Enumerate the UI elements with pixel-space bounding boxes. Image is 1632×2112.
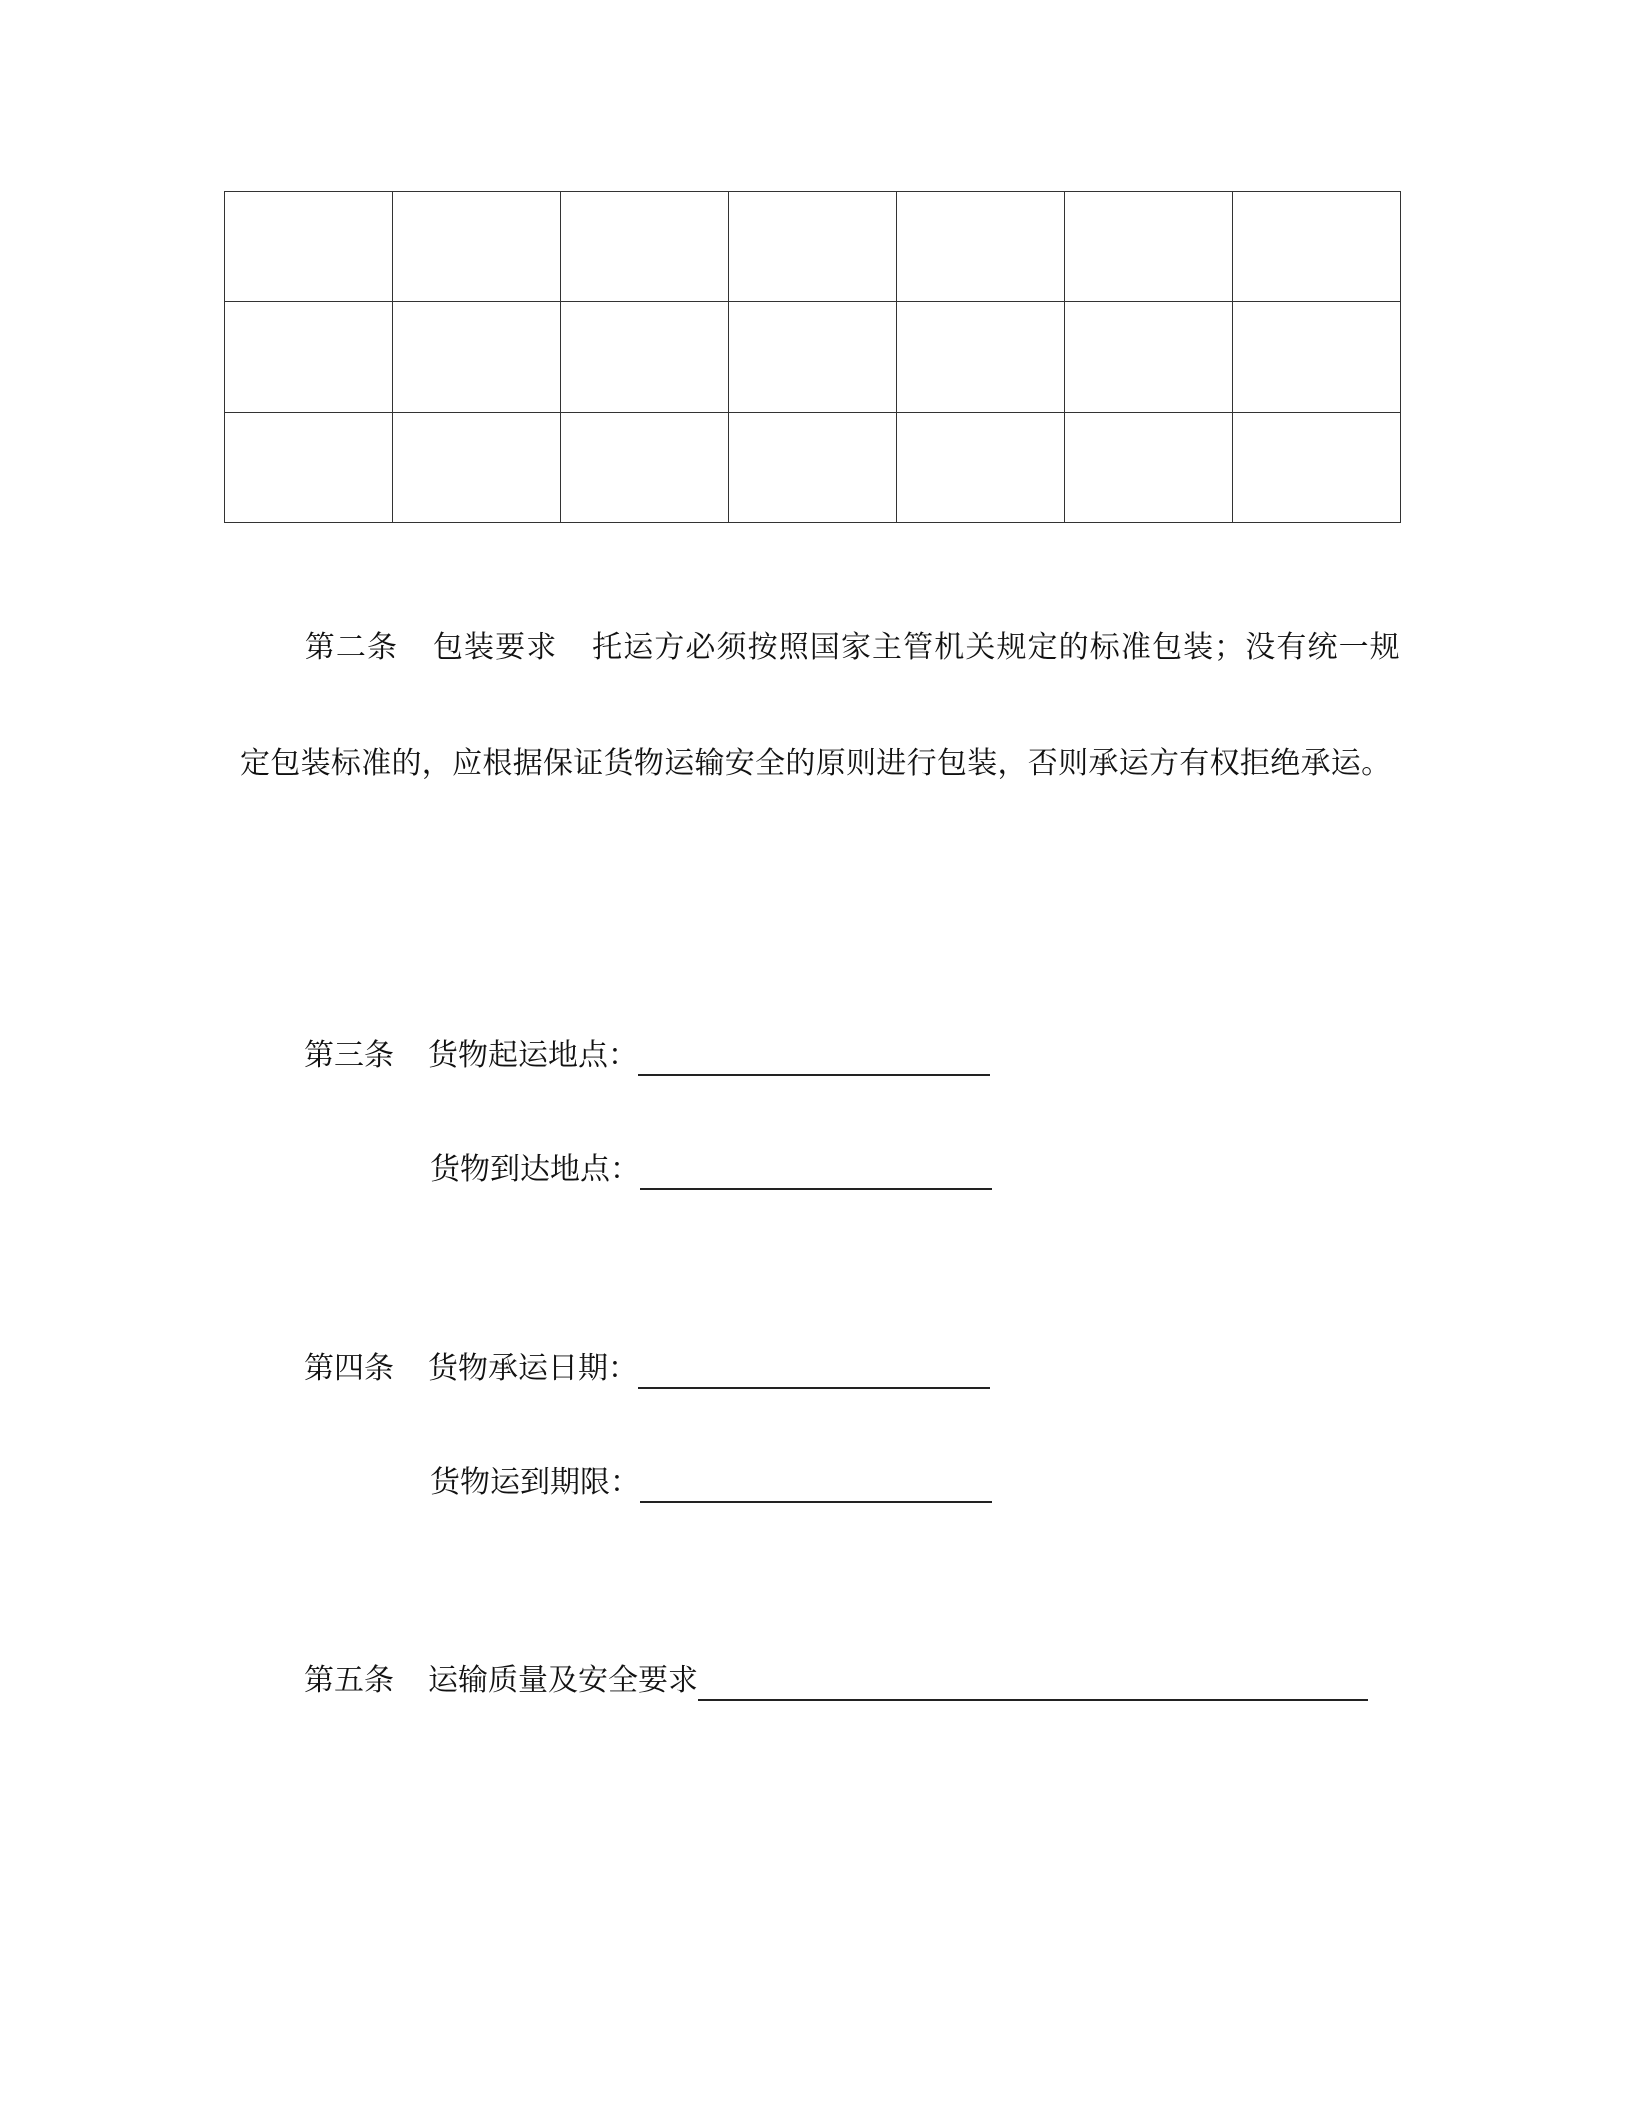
article-5-row [304, 1661, 1368, 1701]
table-row [225, 302, 1401, 412]
table-cell[interactable] [1065, 412, 1233, 522]
table-cell[interactable] [225, 192, 393, 302]
table-cell[interactable] [561, 192, 729, 302]
table-row [225, 192, 1401, 302]
destination-label: 货物到达地点： [430, 1152, 640, 1187]
table-cell[interactable] [729, 412, 897, 522]
table-cell[interactable] [561, 412, 729, 522]
table-cell[interactable] [897, 302, 1065, 412]
origin-field[interactable] [638, 1040, 990, 1076]
table-cell[interactable] [1233, 192, 1401, 302]
quality-safety-label: 运输质量及安全要求 [428, 1663, 698, 1698]
table-cell[interactable] [393, 412, 561, 522]
carriage-date-label: 货物承运日期： [428, 1351, 638, 1386]
article-3-origin-row [304, 1036, 990, 1076]
table-cell[interactable] [1233, 412, 1401, 522]
table-cell[interactable] [561, 302, 729, 412]
table-cell[interactable] [1065, 302, 1233, 412]
article-3-destination-row [430, 1150, 992, 1190]
table-cell[interactable] [1233, 302, 1401, 412]
article-2-paragraph [240, 590, 1400, 822]
origin-label: 货物起运地点： [428, 1038, 638, 1073]
table-row [225, 412, 1401, 522]
table-cell[interactable] [393, 302, 561, 412]
table-cell[interactable] [225, 302, 393, 412]
article-3-heading: 第三条 [304, 1038, 394, 1073]
article-2-title: 包装要求 [432, 630, 558, 665]
article-4-heading: 第四条 [304, 1351, 394, 1386]
article-5-heading: 第五条 [304, 1663, 394, 1698]
table-cell[interactable] [729, 302, 897, 412]
article-4-deadline-row [430, 1463, 992, 1503]
table-cell[interactable] [897, 192, 1065, 302]
deadline-label: 货物运到期限： [430, 1465, 640, 1500]
article-4-date-row [304, 1349, 990, 1389]
table-cell[interactable] [225, 412, 393, 522]
table-cell[interactable] [729, 192, 897, 302]
article-2-text: 托运方必须按照国家主管机关规定的标准包装；没有统一规定包装标准的，应根据保证货物运输安全的原则进行包装，否则承运方有权拒绝承运。 [240, 630, 1400, 781]
deadline-field[interactable] [640, 1467, 992, 1503]
quality-safety-field[interactable] [698, 1665, 1368, 1701]
table-cell[interactable] [1065, 192, 1233, 302]
blank-goods-table [224, 191, 1401, 523]
destination-field[interactable] [640, 1154, 992, 1190]
article-2-heading: 第二条 [304, 630, 399, 665]
table-cell[interactable] [393, 192, 561, 302]
table-cell[interactable] [897, 412, 1065, 522]
carriage-date-field[interactable] [638, 1353, 990, 1389]
